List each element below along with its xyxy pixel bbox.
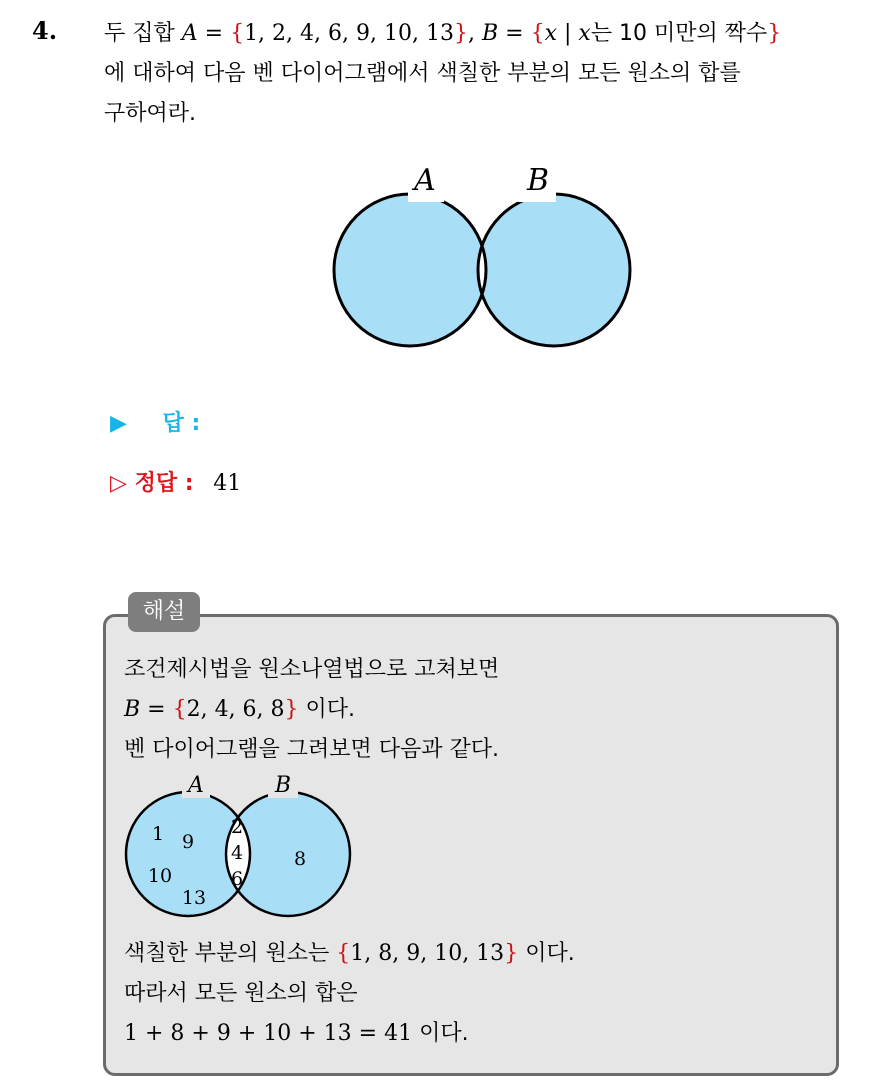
- question-line-3: 구하여라.: [104, 101, 197, 126]
- solution-line-1: 조건제시법을 원소나열법으로 고쳐보면: [124, 657, 500, 682]
- solution-line-4: 색칠한 부분의 원소는 {1, 8, 9, 10, 13} 이다.: [124, 941, 575, 966]
- element-6: 6: [230, 868, 244, 890]
- solution-label-a: A: [188, 773, 204, 798]
- correct-answer-row: ▷ 정답 : 41: [110, 471, 242, 496]
- set-b-name: B: [481, 21, 499, 46]
- solution-label-b: B: [274, 773, 292, 798]
- question-prefix: 두 집합: [104, 21, 182, 46]
- set-a-name: A: [181, 21, 198, 46]
- solution-badge: 해설: [128, 592, 200, 632]
- correct-answer-label: 정답: [134, 471, 178, 496]
- answer-row: ▶ 답 :: [110, 411, 201, 436]
- set-a-elements: 1, 2, 4, 6, 9, 10, 13: [244, 21, 454, 46]
- element-4: 4: [230, 842, 244, 864]
- solution-line-6: 1 + 8 + 9 + 10 + 13 = 41 이다.: [124, 1021, 469, 1046]
- label-b: B: [526, 163, 550, 198]
- sum-expression: 1 + 8 + 9 + 10 + 13 = 41: [124, 1021, 413, 1046]
- question-line-1: 두 집합 A = {1, 2, 4, 6, 9, 10, 13}, B = {x | x는 10 미만의 짝수}: [104, 21, 782, 46]
- venn-diagram: [320, 160, 640, 370]
- shaded-elements: 1, 8, 9, 10, 13: [350, 941, 505, 966]
- solution-line-3: 벤 다이어그램을 그려보면 다음과 같다.: [124, 737, 499, 762]
- venn-fill: [334, 194, 630, 346]
- play-icon: ▶: [110, 411, 127, 436]
- element-2: 2: [230, 816, 244, 838]
- element-13: 13: [181, 887, 207, 909]
- element-8: 8: [293, 848, 307, 870]
- solution-line-2: B = {2, 4, 6, 8} 이다.: [124, 697, 356, 722]
- answer-label: 답: [162, 411, 184, 436]
- set-b-condition: 는 10 미만의 짝수: [590, 21, 768, 46]
- question-line-2: 에 대하여 다음 벤 다이어그램에서 색칠한 부분의 모든 원소의 합를: [104, 61, 741, 86]
- solution-line-5: 따라서 모든 원소의 합은: [124, 981, 358, 1006]
- solution-venn-diagram: [118, 768, 364, 926]
- element-1: 1: [151, 823, 165, 845]
- correct-answer-value: 41: [213, 471, 242, 496]
- set-b-elements: 2, 4, 6, 8: [186, 697, 285, 722]
- label-a: A: [414, 163, 436, 198]
- outline-play-icon: ▷: [110, 471, 127, 496]
- element-9: 9: [181, 831, 195, 853]
- question-number: 4.: [32, 16, 58, 45]
- element-10: 10: [147, 865, 173, 887]
